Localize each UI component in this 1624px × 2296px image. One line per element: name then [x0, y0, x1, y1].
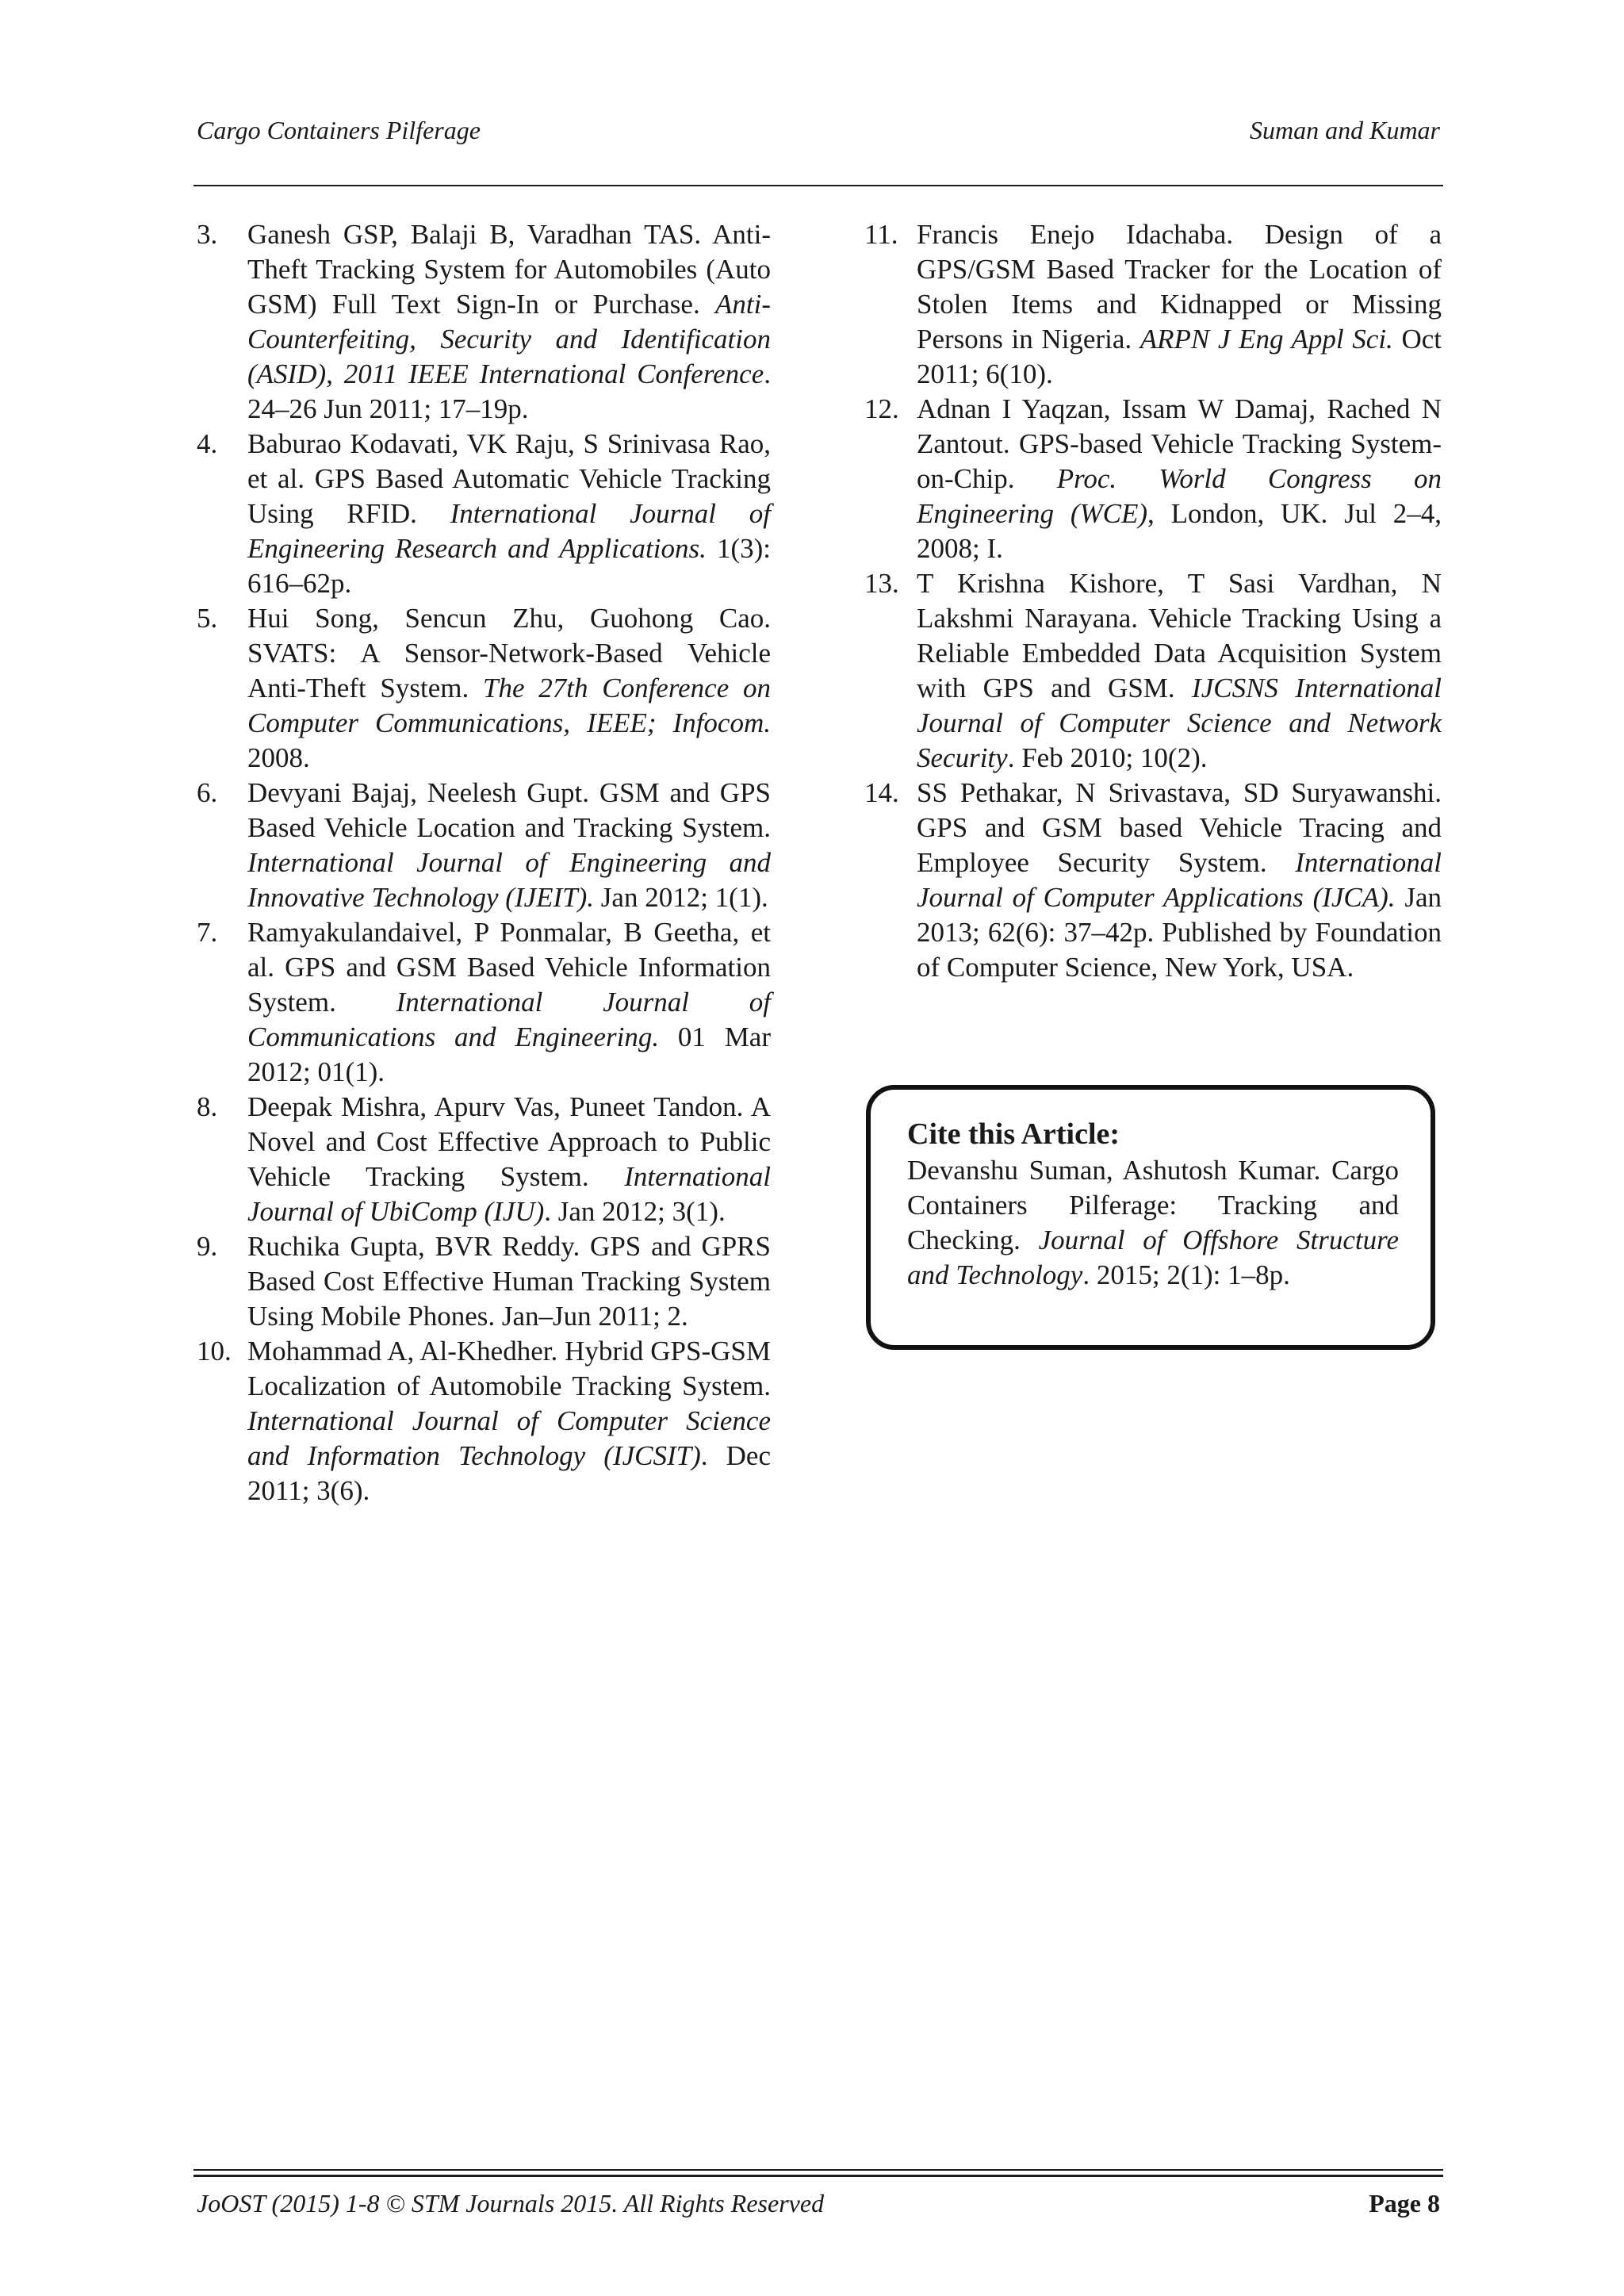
- reference-details: Jan 2012; 1(1).: [594, 882, 768, 913]
- cite-journal: Journal of Offshore Structure and Technology: [907, 1225, 1400, 1290]
- reference-number: 9.: [197, 1231, 218, 1262]
- reference-item: [197, 601, 771, 776]
- reference-list-left: [197, 217, 771, 1508]
- reference-item: [864, 776, 1442, 985]
- cite-article-box: [866, 1085, 1435, 1350]
- reference-item: [197, 776, 771, 915]
- reference-journal: International Journal of Computer Science and Information Technology (IJCSIT): [247, 1405, 771, 1471]
- reference-item: [197, 427, 771, 601]
- reference-authors: SS Pethakar, N Srivastava, SD Suryawanshi. GPS and GSM based Vehicle Tracing and Employee Security System.: [917, 777, 1442, 878]
- reference-journal: International Journal of UbiComp (IJU): [247, 1161, 771, 1227]
- reference-details: . Jan 2012; 3(1).: [544, 1196, 726, 1227]
- reference-authors: T Krishna Kishore, T Sasi Vardhan, N Lakshmi Narayana. Vehicle Tracking Using a Reliable Embedded Data Acquisition System with GPS and GSM.: [917, 568, 1442, 703]
- reference-item: [864, 392, 1442, 566]
- reference-number: 5.: [197, 603, 218, 634]
- reference-authors: Ramyakulandaivel, P Ponmalar, B Geetha, et al. GPS and GSM Based Vehicle Information System.: [247, 917, 771, 1018]
- reference-authors: Adnan I Yaqzan, Issam W Damaj, Rached N Zantout. GPS-based Vehicle Tracking System-on-Chip.: [917, 393, 1442, 494]
- reference-authors: Ganesh GSP, Balaji B, Varadhan TAS. Anti-Theft Tracking System for Automobiles (Auto GSM) Full Text Sign-In or Purchase.: [247, 219, 771, 320]
- reference-details: 2008.: [247, 742, 310, 773]
- reference-details: . Feb 2010; 10(2).: [1007, 742, 1208, 773]
- reference-details: 1(3): 616–62p.: [247, 533, 771, 599]
- cite-details: . 2015; 2(1): 1–8p.: [1082, 1259, 1290, 1290]
- reference-number: 12.: [864, 393, 899, 424]
- cite-heading: Cite this Article:: [907, 1117, 1120, 1151]
- reference-item: [197, 915, 771, 1090]
- reference-details: . 24–26 Jun 2011; 17–19p.: [247, 358, 771, 424]
- reference-item: [864, 566, 1442, 776]
- reference-item: [197, 1229, 771, 1334]
- reference-authors: Deepak Mishra, Apurv Vas, Puneet Tandon. A Novel and Cost Effective Approach to Public Vehicle Tracking System.: [247, 1091, 771, 1192]
- reference-item: [197, 217, 771, 427]
- reference-item: [864, 217, 1442, 392]
- reference-number: 13.: [864, 568, 899, 599]
- reference-journal: International Journal of Engineering Research and Applications.: [247, 498, 771, 564]
- reference-journal: IJCSNS International Journal of Computer Science and Network Security: [917, 673, 1442, 773]
- reference-number: 10.: [197, 1336, 232, 1366]
- reference-authors: Baburao Kodavati, VK Raju, S Srinivasa Rao, et al. GPS Based Automatic Vehicle Tracking Using RFID.: [247, 428, 771, 529]
- reference-authors: Devyani Bajaj, Neelesh Gupt. GSM and GPS Based Vehicle Location and Tracking System.: [247, 777, 771, 843]
- reference-number: 14.: [864, 777, 899, 808]
- reference-details: . Dec 2011; 3(6).: [247, 1440, 771, 1506]
- page-footer: [197, 2189, 1440, 2218]
- reference-journal: International Journal of Computer Applications (IJCA).: [917, 847, 1442, 913]
- reference-item: [197, 1334, 771, 1508]
- footer-rule-thick: [193, 2175, 1443, 2177]
- reference-number: 4.: [197, 428, 218, 459]
- reference-journal: ARPN J Eng Appl Sci.: [1139, 324, 1393, 355]
- running-header: [197, 116, 1440, 145]
- reference-number: 6.: [197, 777, 218, 808]
- running-header-authors: Suman and Kumar: [1249, 116, 1440, 144]
- reference-journal: Proc. World Congress on Engineering (WCE): [917, 463, 1442, 529]
- page-number: Page 8: [1369, 2189, 1440, 2217]
- cite-body: [907, 1153, 1399, 1293]
- header-rule: [193, 185, 1443, 186]
- reference-journal: Anti-Counterfeiting, Security and Identification (ASID), 2011 IEEE International Conference: [247, 289, 771, 389]
- cite-authors: Devanshu Suman, Ashutosh Kumar. Cargo Containers Pilferage: Tracking and Checking.: [907, 1155, 1399, 1255]
- reference-number: 11.: [864, 219, 898, 250]
- reference-authors: Ruchika Gupta, BVR Reddy. GPS and GPRS Based Cost Effective Human Tracking System Using Mobile Phones. Jan–Jun 2011; 2.: [247, 1231, 771, 1332]
- reference-journal: International Journal of Engineering and Innovative Technology (IJEIT).: [247, 847, 771, 913]
- reference-journal: International Journal of Communications and Engineering.: [247, 987, 771, 1052]
- reference-details: , London, UK. Jul 2–4, 2008; I.: [917, 498, 1442, 564]
- reference-details: Jan 2013; 62(6): 37–42p. Published by Foundation of Computer Science, New York, USA.: [917, 882, 1442, 983]
- reference-list-right: [864, 217, 1442, 985]
- reference-authors: Hui Song, Sencun Zhu, Guohong Cao. SVATS: A Sensor-Network-Based Vehicle Anti-Theft System.: [247, 603, 771, 703]
- reference-number: 3.: [197, 219, 218, 250]
- reference-authors: Mohammad A, Al-Khedher. Hybrid GPS-GSM Localization of Automobile Tracking System.: [247, 1336, 771, 1401]
- reference-journal: The 27th Conference on Computer Communications, IEEE; Infocom.: [247, 673, 771, 738]
- reference-authors: Francis Enejo Idachaba. Design of a GPS/GSM Based Tracker for the Location of Stolen Items and Kidnapped or Missing Persons in Nigeria.: [917, 219, 1442, 355]
- footer-copyright: JoOST (2015) 1-8 © STM Journals 2015. All Rights Reserved: [197, 2189, 825, 2217]
- reference-number: 8.: [197, 1091, 218, 1122]
- reference-number: 7.: [197, 917, 218, 948]
- footer-rule-thin: [193, 2169, 1443, 2171]
- reference-details: 01 Mar 2012; 01(1).: [247, 1022, 771, 1087]
- reference-item: [197, 1090, 771, 1229]
- reference-details: Oct 2011; 6(10).: [917, 324, 1442, 389]
- running-header-title: Cargo Containers Pilferage: [197, 116, 481, 144]
